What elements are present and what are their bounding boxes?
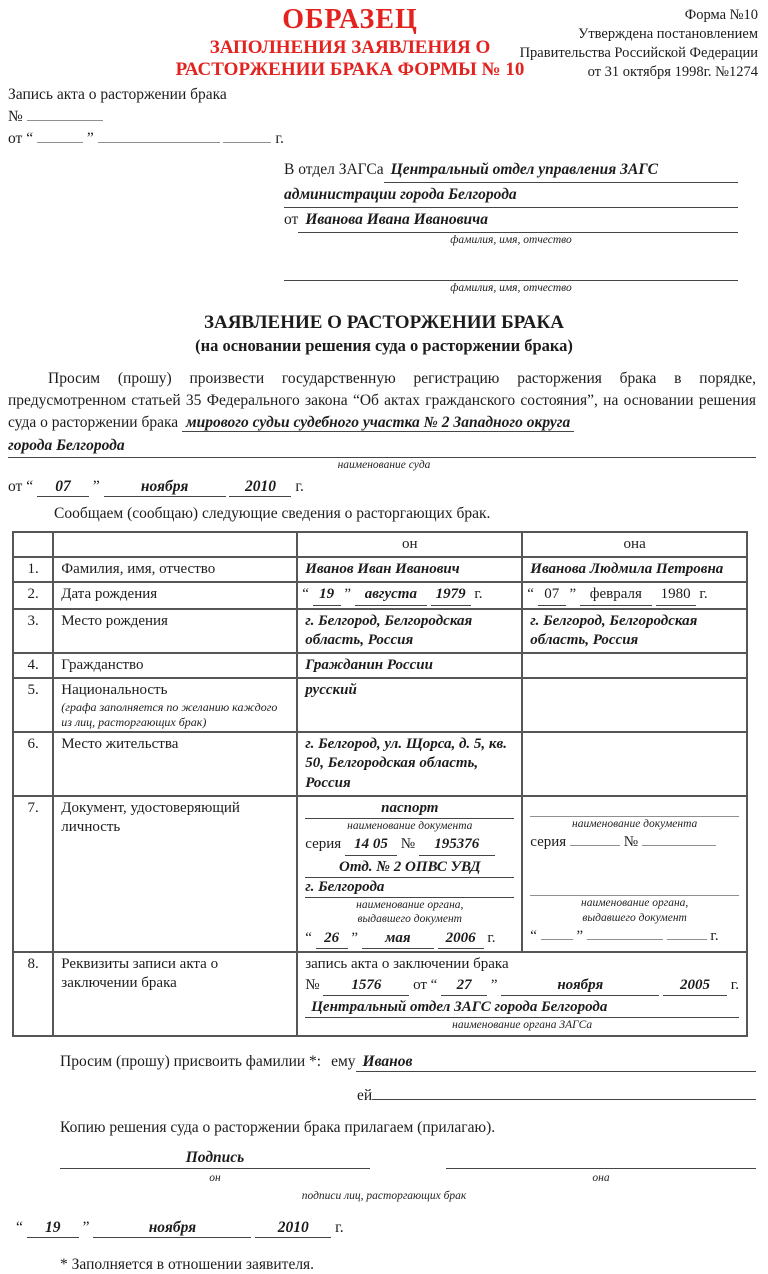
act-record-date-line [8, 128, 768, 150]
open-quote: “ [530, 928, 537, 945]
marriage-record-intro: запись акта о заключении брака [305, 955, 509, 972]
document-title: ЗАЯВЛЕНИЕ О РАСТОРЖЕНИИ БРАКА [203, 311, 565, 333]
application-date-line [16, 1219, 768, 1238]
decision-year-field: 2010 [229, 478, 291, 497]
table-row-birthplace [13, 609, 747, 653]
nationality-label: Национальность [61, 682, 168, 699]
series-label: серия [530, 834, 567, 851]
issuing-org-caption2: выдавшего документ [582, 911, 687, 924]
table-row-citizenship [13, 653, 747, 678]
header-empty-num [13, 532, 53, 557]
she-nationality-value [522, 678, 747, 732]
table-row-marriage-record [13, 952, 747, 1036]
she-issue-day-field [541, 939, 573, 940]
she-issue-date-line [530, 927, 739, 946]
court-caption: наименование суда [337, 458, 431, 471]
he-signature-caption: он [209, 1172, 221, 1185]
year-abbrev: г. [335, 1219, 344, 1237]
open-quote: “ [527, 586, 534, 603]
nationality-note: (графа заполняется по желанию каждого из лиц, расторгающих брак) [61, 700, 278, 729]
year-abbrev: г. [487, 929, 496, 946]
year-abbrev: г. [710, 928, 719, 945]
number-sign: № [8, 108, 23, 125]
issuing-org-caption1: наименование органа, [356, 898, 464, 911]
marriage-record-month: ноября [501, 976, 659, 996]
approval-line1: Утверждена постановлением [578, 26, 758, 43]
row-num: 5. [13, 678, 53, 732]
document-subtitle: (на основании решения суда о расторжении брака) [195, 335, 573, 355]
from-label: от [8, 130, 23, 147]
she-document-name-field [530, 799, 739, 817]
row-label: Гражданство [53, 653, 297, 678]
row-num: 4. [13, 653, 53, 678]
he-issue-year: 2006 [438, 929, 484, 949]
header-empty-label [53, 532, 297, 557]
row-num: 8. [13, 952, 53, 1036]
marriage-record-year: 2005 [663, 976, 727, 996]
marriage-record-day: 27 [441, 976, 487, 996]
from-label: от [284, 211, 299, 229]
row-num: 3. [13, 609, 53, 653]
to-zags-label: В отдел ЗАГСа [284, 161, 384, 178]
she-birth-day: 07 [538, 585, 566, 605]
he-issuing-org-line2: г. Белгорода [305, 878, 514, 898]
request-paragraph [8, 368, 756, 434]
close-quote: ” [351, 929, 359, 946]
request-text: Просим (прошу) произвести государственную регистрацию расторжения брака в порядке, предусмотренном статьей 35 Федерального закона “Об актах гражданского состояния”, на основании решения суда о расторжении брака [8, 369, 756, 431]
second-applicant-field [284, 261, 738, 281]
act-record-number-line [8, 106, 768, 128]
her-surname-field [372, 1080, 756, 1100]
he-birthdate-cell [297, 582, 522, 608]
he-number-value: 195376 [419, 835, 495, 855]
year-abbrev: г. [295, 478, 304, 496]
row-label: Документ, удостоверяющий личность [53, 796, 297, 952]
addressee-block [284, 158, 738, 296]
footnote: * Заполняется в отношении заявителя. [60, 1256, 315, 1274]
application-month: ноября [93, 1219, 251, 1238]
she-issuing-org-field [530, 852, 739, 896]
issuing-org-caption1: наименование органа, [581, 897, 689, 910]
open-quote: “ [430, 977, 438, 993]
second-applicant-line [284, 261, 738, 281]
signatures-caption: подписи лиц, расторгающих брак [301, 1189, 467, 1202]
close-quote: ” [490, 977, 498, 993]
close-quote: ” [92, 478, 100, 496]
assign-her-line [60, 1080, 756, 1105]
year-abbrev: г. [474, 586, 483, 603]
marriage-record-cell [297, 952, 747, 1036]
she-birthdate-cell [522, 582, 747, 608]
sample-stamp-line3: РАСТОРЖЕНИИ БРАКА ФОРМЫ № 10 [175, 59, 525, 81]
he-birthplace-value: г. Белгород, Белгородская область, Россия [297, 609, 522, 653]
she-issue-month-field [587, 939, 663, 940]
he-issue-month: мая [362, 929, 434, 949]
row-num: 7. [13, 796, 53, 952]
sample-stamp-line2: ЗАПОЛНЕНИЯ ЗАЯВЛЕНИЯ О [209, 36, 491, 58]
him-label: ему [331, 1052, 356, 1070]
marriage-record-number: 1576 [323, 976, 409, 996]
table-row-identity-document [13, 796, 747, 952]
table-row-residence [13, 732, 747, 796]
he-issuing-org-line1: Отд. № 2 ОПВС УВД [305, 858, 514, 878]
act-day-field [37, 142, 83, 143]
act-month-field [98, 142, 220, 143]
application-year: 2010 [255, 1219, 331, 1238]
close-quote: ” [344, 586, 352, 603]
zags-office-value2: администрации города Белгорода [284, 183, 738, 208]
spouses-info-table [12, 531, 748, 1037]
row-num: 6. [13, 732, 53, 796]
form-number: Форма №10 [684, 7, 758, 23]
he-nationality-value: русский [297, 678, 522, 732]
document-name-caption: наименование документа [347, 819, 473, 832]
header-she: она [522, 532, 747, 557]
she-issue-year-field [667, 939, 707, 940]
applicant-line [284, 208, 738, 233]
surname-assignment-block [60, 1053, 756, 1105]
number-sign: № [623, 834, 639, 851]
open-quote: “ [305, 929, 312, 946]
approval-note [520, 6, 758, 83]
sample-stamp [160, 3, 540, 82]
decision-date-line [8, 478, 768, 497]
she-birth-month: февраля [580, 585, 652, 605]
open-quote: “ [26, 478, 34, 496]
decision-month-field: ноября [104, 478, 226, 497]
application-day: 19 [27, 1219, 79, 1238]
act-record-title: Запись акта о расторжении брака [8, 86, 227, 103]
decision-day-field: 07 [37, 478, 89, 497]
she-citizenship-value [522, 653, 747, 678]
from-label: от [413, 977, 427, 993]
he-issue-day: 26 [316, 929, 348, 949]
approval-line2: Правительства Российской Федерации [519, 45, 758, 62]
court-name-value2: города Белгорода [8, 436, 125, 454]
close-quote: ” [86, 130, 94, 147]
fio-caption2: фамилия, имя, отчество [450, 282, 572, 295]
table-header-row [13, 532, 747, 557]
header-he: он [297, 532, 522, 557]
assign-him-line [60, 1053, 756, 1072]
number-sign: № [305, 977, 320, 993]
zags-office-line2 [284, 183, 738, 208]
row-label: Место рождения [53, 609, 297, 653]
year-abbrev: г. [275, 130, 284, 147]
he-birth-day: 19 [313, 585, 341, 605]
row-label: Дата рождения [53, 582, 297, 608]
she-series-line [530, 833, 739, 852]
he-citizenship-value: Гражданин России [297, 653, 522, 678]
from-label: от [8, 478, 23, 496]
he-residence-value: г. Белгород, ул. Щорса, д. 5, кв. 50, Белгородская область, Россия [297, 732, 522, 796]
he-document-cell [297, 796, 522, 952]
sample-stamp-line1: ОБРАЗЕЦ [282, 4, 418, 35]
he-series-line [305, 835, 514, 855]
him-surname-value: Иванов [356, 1053, 756, 1072]
he-birth-month: августа [355, 585, 427, 605]
year-abbrev: г. [699, 586, 708, 603]
she-fio-value: Иванова Людмила Петровна [522, 557, 747, 582]
he-issue-date-line [305, 929, 514, 949]
act-number-field [27, 120, 103, 121]
fio-caption: фамилия, имя, отчество [450, 234, 572, 247]
act-year-field [223, 142, 271, 143]
open-quote: “ [26, 130, 34, 147]
table-row-nationality [13, 678, 747, 732]
row-num: 2. [13, 582, 53, 608]
approval-line3: от 31 октября 1998г. №1274 [587, 64, 758, 81]
she-residence-value [522, 732, 747, 796]
table-row-birthdate [13, 582, 747, 608]
row-num: 1. [13, 557, 53, 582]
close-quote: ” [569, 586, 577, 603]
assign-label: Просим (прошу) присвоить фамилии *: [60, 1052, 322, 1070]
she-birthplace-value: г. Белгород, Белгородская область, Россия [522, 609, 747, 653]
open-quote: “ [302, 586, 309, 603]
row-label: Место жительства [53, 732, 297, 796]
he-document-name: паспорт [381, 799, 439, 816]
signature-word: Подпись [60, 1147, 370, 1170]
issuing-org-caption2: выдавшего документ [357, 913, 462, 926]
close-quote: ” [82, 1219, 90, 1237]
he-birth-year: 1979 [431, 585, 471, 605]
he-signature-column [60, 1147, 370, 1186]
row-label: Фамилия, имя, отчество [53, 557, 297, 582]
table-row-fio [13, 557, 747, 582]
number-sign: № [400, 836, 415, 853]
spacer [370, 1147, 446, 1186]
marriage-record-number-line [305, 976, 739, 996]
row-label-cell [53, 678, 297, 732]
open-quote: “ [16, 1219, 23, 1237]
court-name-value1: мирового судьи судебного участка № 2 Западного округа [182, 414, 574, 432]
zags-office-value1: Центральный отдел управления ЗАГС [384, 158, 738, 183]
info-sentence: Сообщаем (сообщаю) следующие сведения о расторгающих брак. [54, 505, 491, 523]
year-abbrev: г. [730, 977, 739, 993]
form-header [0, 0, 768, 82]
he-series-value: 14 05 [345, 835, 397, 855]
court-copy-sentence: Копию решения суда о расторжении брака прилагаем (прилагаю). [60, 1118, 496, 1136]
row-label: Реквизиты записи акта о заключении брака [53, 952, 297, 1036]
act-record-block [8, 84, 768, 150]
she-number-field [642, 845, 716, 846]
close-quote: ” [576, 928, 584, 945]
she-signature-column [446, 1147, 756, 1186]
series-label: серия [305, 836, 342, 853]
signatures-block [60, 1147, 756, 1186]
zags-org-caption: наименование органа ЗАГСа [452, 1019, 593, 1032]
her-label: ей [357, 1086, 373, 1104]
zags-office-line1 [284, 158, 738, 183]
marriage-record-org: Центральный отдел ЗАГС города Белгорода [305, 998, 739, 1018]
court-name-line2 [8, 436, 756, 458]
he-fio-value: Иванов Иван Иванович [297, 557, 522, 582]
she-signature-field [446, 1147, 756, 1170]
document-name-caption: наименование документа [571, 817, 698, 830]
she-series-field [570, 845, 620, 846]
applicant-name-value: Иванова Ивана Ивановича [298, 208, 738, 233]
she-document-cell [522, 796, 747, 952]
she-signature-caption: она [592, 1172, 610, 1185]
she-birth-year: 1980 [656, 585, 696, 605]
